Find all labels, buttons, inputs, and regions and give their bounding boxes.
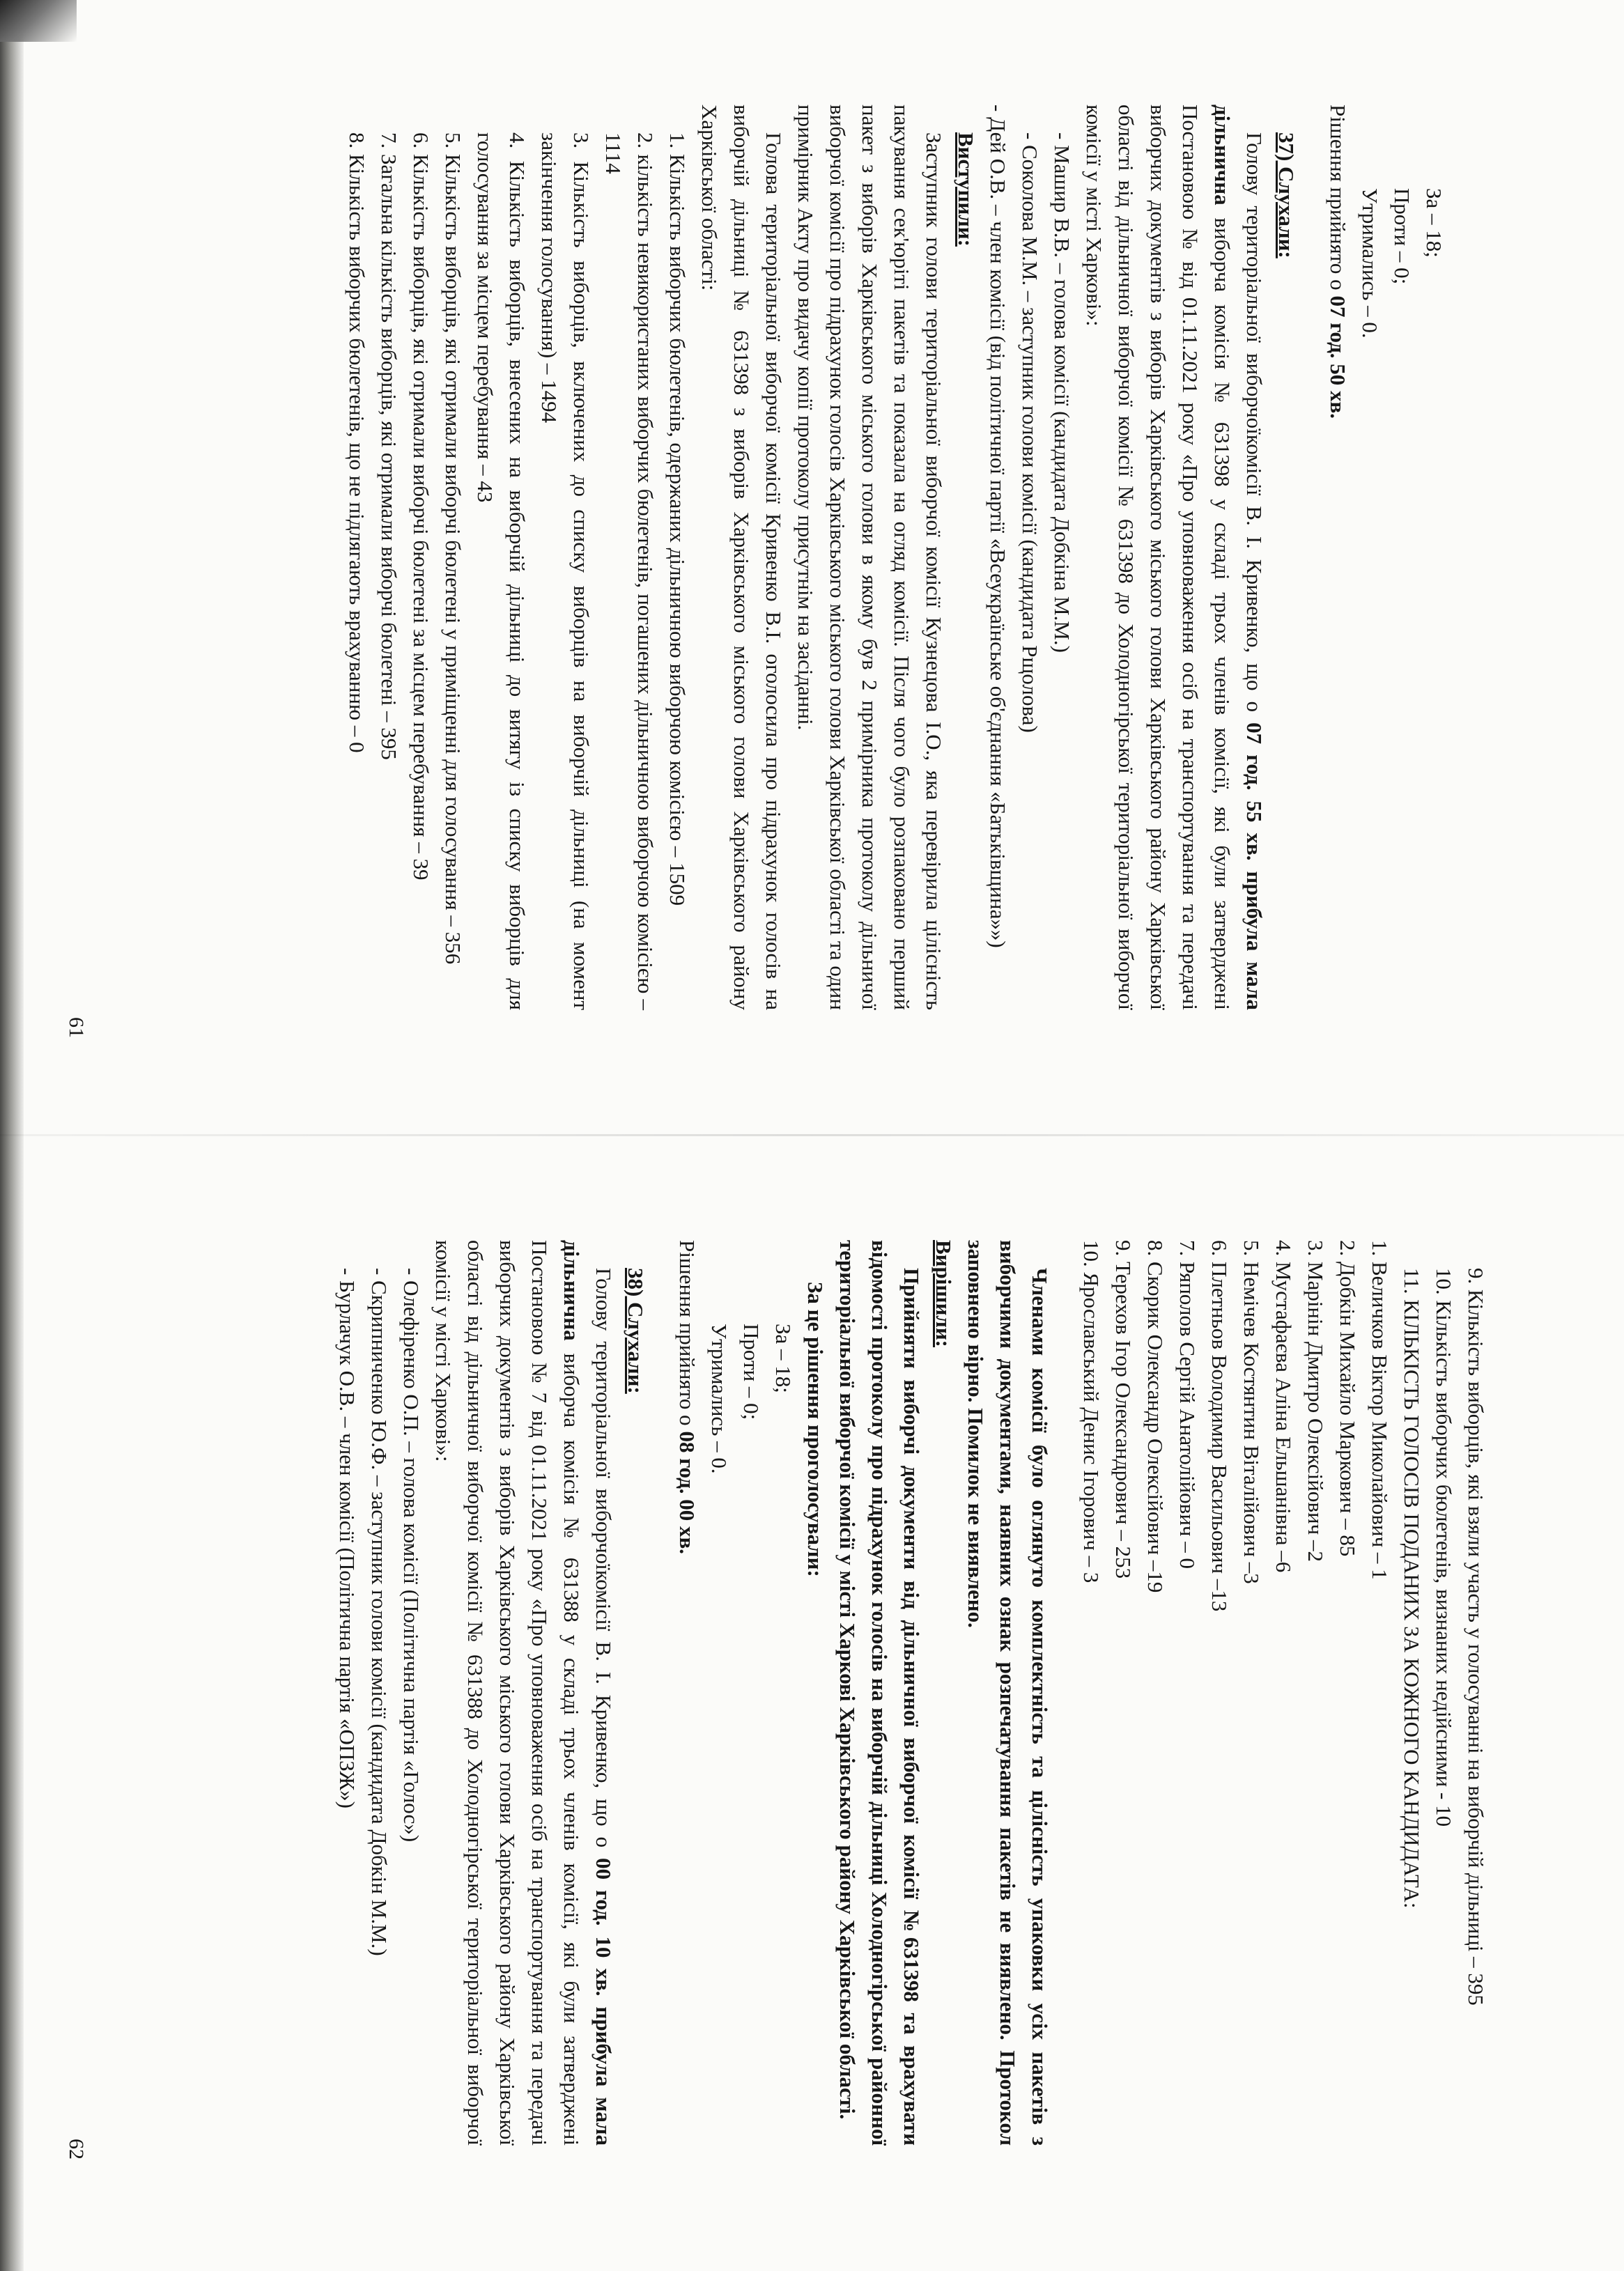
count-item-9: 9. Кількість виборців, які взяли участь у голосуванні на виборчій дільниці – 395 <box>1464 1268 1488 2006</box>
resolved-paragraph: Прийняти виборчі документи від дільничної виборчої комісії №631398 та врахувати відомості протоколу про підрахунок голосів на виборчій дільниці Холодногірської районної територіальної виборчої комісії у місті Харкові Харківського району Харківської області. <box>835 1240 924 2146</box>
commission-member-3: - Бурлачук О.В. – член комісії (Політична партія «ОПЗЖ») <box>335 1268 359 1808</box>
count-item-7: 7. Загальна кількість виборців, які отримали виборчі бюлетені – 395 <box>377 132 401 760</box>
vote-abstained: Утримались – 0. <box>707 1324 732 1474</box>
candidate-8: 8. Скорик Олександр Олексійович –19 <box>1143 1240 1168 1593</box>
vote-against: Проти – 0; <box>739 1324 764 1420</box>
commission-member-2: - Соколова М.М. – заступник голови комісії (кандидата Рщолова) <box>1018 132 1042 733</box>
candidate-9: 9. Терехов Ігор Олександрович – 253 <box>1111 1240 1136 1579</box>
para-time: 00 год. 10 хв. <box>591 1858 616 1997</box>
section-38-paragraph <box>427 1240 619 2146</box>
commission-member-1: - Олефіренко О.П. – голова комісії (Політична партія «Голос») <box>399 1268 424 1843</box>
candidate-6: 6. Плетньов Володимир Васильович –13 <box>1207 1240 1232 1612</box>
decision-line <box>671 1240 703 2146</box>
commission-member-1: - Машир В.В. – голова комісії (кандидата Добкіна М.М.) <box>1050 132 1074 653</box>
section-heading-37: 37) Слухали: <box>1274 132 1299 258</box>
commission-member-3: - Дей О.В. – член комісії (від політичної партії «Всеукраїнське об'єднання «Батьківщина»») <box>986 104 1010 948</box>
spoke-paragraph-2: Голова територіальної виборчої комісії Кривенко В.І. оголосила про підрахунок голосів на виборчій дільниці № 631398 з виборів Харківського міського голови Харківського району Харківської області: <box>697 104 786 1010</box>
count-item-5: 5. Кількість виборців, які отримали виборчі бюлетені у приміщенні для голосування – 356 <box>441 132 465 965</box>
para-text-c: виборча комісія № 631388 у складі трьох членів комісії, які були затверджені Постановою № 7 від 01.11.2021 року «Про уповноваження осіб на транспортування та передачі виборчих документів з виборів Харківського міського голови Харківського району Харківської області від дільничної виборчої комісії № 631388 до Холодногірської територіальної виборчої комісії у місті Харкові»: <box>431 1240 584 2146</box>
section-heading-38: 38) Слухали: <box>624 1268 648 1394</box>
vote-for: За – 18; <box>1422 188 1446 258</box>
voted-label: За це рішення проголосували: <box>803 1282 828 1577</box>
para-text-b: прибула мала дільнична <box>559 1240 616 2146</box>
para-time: 07 год. 55 хв. <box>1242 722 1267 861</box>
spoke-paragraph-1: Заступник голови територіальної виборчої комісії Кузнецова І.О., яка перевірила цілісність пакування сек'юріті пакетів та показала на огляд комісії. Після чого було розпаковано перший пакет з виборів Харківського міського голови в якому був 2 примірника протоколу дільничої виборчої комісії про підрахунок голосів Харківського міського голови Харківської області та один примірник Акту про видачу копії протоколу присутнім на засіданні. <box>794 104 946 1010</box>
para-text-c: виборча комісія № 631398 у складі трьох членів комісії, які були затверджені Постановою № від 01.11.2021 року «Про уповноваження осіб на транспортування та передачі виборчих документів з виборів Харківського міського голови Харківського району Харківської області від дільничної виборчої комісії № 631398 до Холодногірської територіальної виборчої комісії у місті Харкові»: <box>1082 104 1235 1010</box>
candidate-5: 5. Немічев Костянтин Віталійович –3 <box>1239 1240 1264 1584</box>
decision-time: 07 год. 50 хв. <box>1326 295 1350 419</box>
count-item-11: 11. КІЛЬКІСТЬ ГОЛОСІВ ПОДАНИХ ЗА КОЖНОГО КАНДИДАТА: <box>1400 1268 1424 1909</box>
para-text-b: прибула мала дільнична <box>1210 104 1267 1010</box>
resolved-heading: Вирішили: <box>931 1240 956 1348</box>
decision-prefix: Рішення прийнято о <box>1326 104 1350 296</box>
para-text-a: Голову територіальної виборчоїкомісії В. І. Кривенко, що о <box>591 1268 616 1859</box>
candidate-7: 7. Ряполов Сергій Анатолійович – 0 <box>1175 1240 1200 1569</box>
vote-against: Проти – 0; <box>1390 188 1414 285</box>
candidate-2: 2. Добкін Михайло Маркович – 85 <box>1336 1240 1360 1557</box>
decision-line <box>1322 104 1354 1010</box>
count-item-2: 2. кількість невикористаних виборчих бюлетенів, погашених дільничною виборчою комісією – 1114 <box>601 132 658 1010</box>
page-number: 62 <box>65 2139 88 2160</box>
section-37-paragraph <box>1078 104 1270 1010</box>
spoke-heading: Виступили: <box>954 132 978 247</box>
commission-member-2: - Скрипниченко Ю.Ф. – заступник голови комісії (кандидата Добкін М.М.) <box>367 1268 392 1956</box>
inspection-paragraph: Членами комісії було оглянуто комплектність та цілісність упаковки усіх пакетів з виборчими документами, наявних ознак розпечатування пакетів не виявлено. Протокол заповнено вірно. Помилок не виявлено. <box>964 1240 1052 2146</box>
candidate-1: 1. Величков Віктор Миколайович – 1 <box>1368 1240 1392 1580</box>
count-item-4: 4. Кількість виборців, внесених на виборчій дільниці до витягу із списку виборців для голосування за місцем перебування – 43 <box>473 132 529 1010</box>
candidate-10: 10. Ярославський Денис Ігорович – 3 <box>1079 1240 1104 1583</box>
page-62 <box>0 1136 1624 2271</box>
decision-prefix: Рішення прийнято о <box>675 1240 699 1432</box>
vote-for: За – 18; <box>771 1324 796 1393</box>
count-item-6: 6. Кількість виборців, які отримали виборчі бюлетені за місцем перебування – 39 <box>409 132 433 881</box>
count-item-1: 1. Кількість виборчих бюлетенів, одержаних дільничною виборчою комісією – 1509 <box>665 132 690 906</box>
candidate-3: 3. Марінін Дмитро Олексійович –2 <box>1304 1240 1328 1562</box>
para-text-a: Голову територіальної виборчоїкомісії В. І. Кривенко, що о <box>1242 132 1267 723</box>
decision-time: 08 год. 00 хв. <box>675 1431 699 1555</box>
count-item-3: 3. Кількість виборців, включених до списку виборців на виборчій дільниці (на момент закінчення голосування) – 1494 <box>537 132 594 1010</box>
count-item-8: 8. Кількість виборчих бюлетенів, що не підлягають врахуванню – 0 <box>345 132 369 753</box>
count-item-10: 10. Кількість виборчих бюлетенів, визнаних недійсними - 10 <box>1432 1268 1456 1827</box>
page-number: 61 <box>65 1017 88 1038</box>
page-62-body <box>0 1136 1624 2271</box>
candidate-4: 4. Мустафаєва Аліна Ельшанівна –6 <box>1271 1240 1296 1573</box>
vote-abstained: Утримались – 0. <box>1358 188 1382 339</box>
